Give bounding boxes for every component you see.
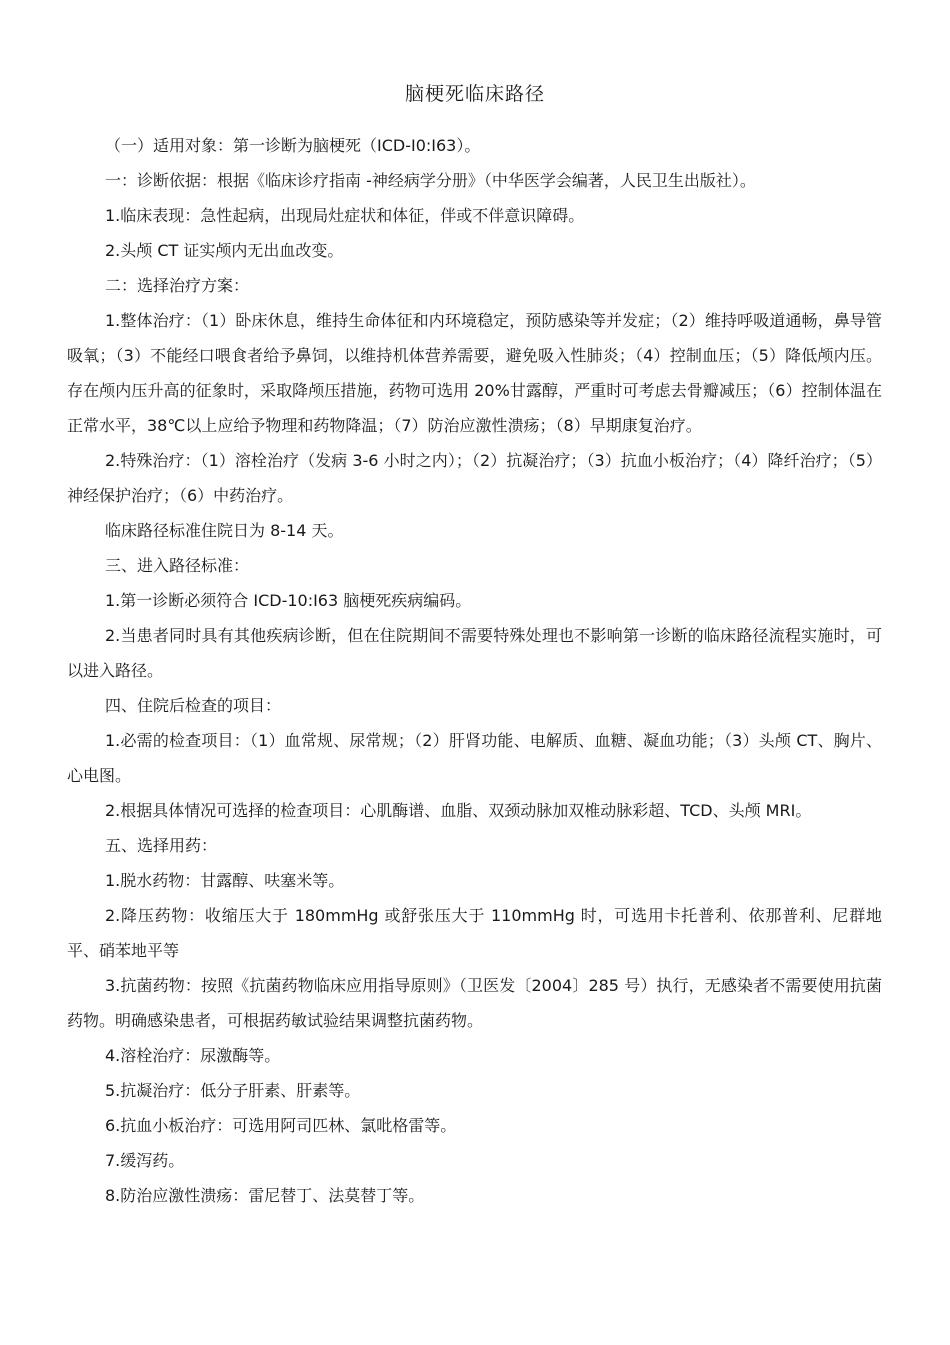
heading-medication: 五、选择用药： [105, 836, 218, 855]
document-body [67, 128, 882, 1213]
paragraph-med-3: 3.抗菌药物：按照《抗菌药物临床应用指导原则》（卫医发〔2004〕285 号）执行，无感染者不需要使用抗菌药物。明确感染患者，可根据药敏试验结果调整抗菌药物。 [67, 976, 882, 1030]
paragraph-med-8: 8.防治应激性溃疡：雷尼替丁、法莫替丁等。 [105, 1186, 425, 1205]
paragraph-scope: （一）适用对象：第一诊断为脑梗死（ICD-I0:I63）。 [105, 136, 481, 155]
paragraph-med-4: 4.溶栓治疗：尿激酶等。 [105, 1046, 281, 1065]
paragraph-entry-1: 1.第一诊断必须符合 ICD-10:I63 脑梗死疾病编码。 [105, 591, 472, 610]
paragraph-med-1: 1.脱水药物：甘露醇、呋塞米等。 [105, 871, 345, 890]
paragraph-entry-2: 2.当患者同时具有其他疾病诊断，但在住院期间不需要特殊处理也不影响第一诊断的临床路径流程实施时，可以进入路径。 [67, 626, 882, 680]
paragraph-overall-treatment: 1.整体治疗：（1）卧床休息，维持生命体征和内环境稳定，预防感染等并发症；（2）维持呼吸道通畅，鼻导管吸氧；（3）不能经口喂食者给予鼻饲，以维持机体营养需要，避免吸入性肺炎；（4）控制血压；（5）降低颅内压。存在颅内压升高的征象时，采取降颅压措施，药物可选用 20%甘露醇，严重时可考虑去骨瓣减压；（6）控制体温在正常水平，38℃以上应给予物理和药物降温；（7）防治应激性溃疡；（8）早期康复治疗。 [67, 311, 882, 435]
paragraph-ct: 2.头颅 CT 证实颅内无出血改变。 [105, 241, 344, 260]
heading-entry-criteria: 三、进入路径标准： [105, 556, 250, 575]
heading-treatment-plan: 二：选择治疗方案： [105, 276, 250, 295]
paragraph-med-7: 7.缓泻药。 [105, 1151, 185, 1170]
paragraph-required-exams: 1.必需的检查项目：（1）血常规、尿常规；（2）肝肾功能、电解质、血糖、凝血功能；（3）头颅 CT、胸片、心电图。 [67, 731, 882, 785]
paragraph-diagnosis-basis: 一：诊断依据：根据《临床诊疗指南 -神经病学分册》（中华医学会编著，人民卫生出版社）。 [105, 171, 756, 190]
paragraph-clinical-manifestation: 1.临床表现：急性起病，出现局灶症状和体征，伴或不伴意识障碍。 [105, 206, 585, 225]
paragraph-hospital-stay: 临床路径标准住院日为 8-14 天。 [105, 521, 344, 540]
paragraph-med-5: 5.抗凝治疗：低分子肝素、肝素等。 [105, 1081, 361, 1100]
paragraph-optional-exams: 2.根据具体情况可选择的检查项目：心肌酶谱、血脂、双颈动脉加双椎动脉彩超、TCD、头颅 MRI。 [105, 801, 812, 820]
paragraph-med-6: 6.抗血小板治疗：可选用阿司匹林、氯吡格雷等。 [105, 1116, 457, 1135]
paragraph-med-2: 2.降压药物：收缩压大于 180mmHg 或舒张压大于 110mmHg 时，可选用卡托普利、依那普利、尼群地平、硝苯地平等 [67, 906, 882, 960]
page-title: 脑梗死临床路径 [404, 83, 545, 105]
paragraph-special-treatment: 2.特殊治疗：（1）溶栓治疗（发病 3-6 小时之内）；（2）抗凝治疗；（3）抗血小板治疗；（4）降纤治疗；（5）神经保护治疗；（6）中药治疗。 [67, 451, 882, 505]
heading-examinations: 四、住院后检查的项目： [105, 696, 282, 715]
